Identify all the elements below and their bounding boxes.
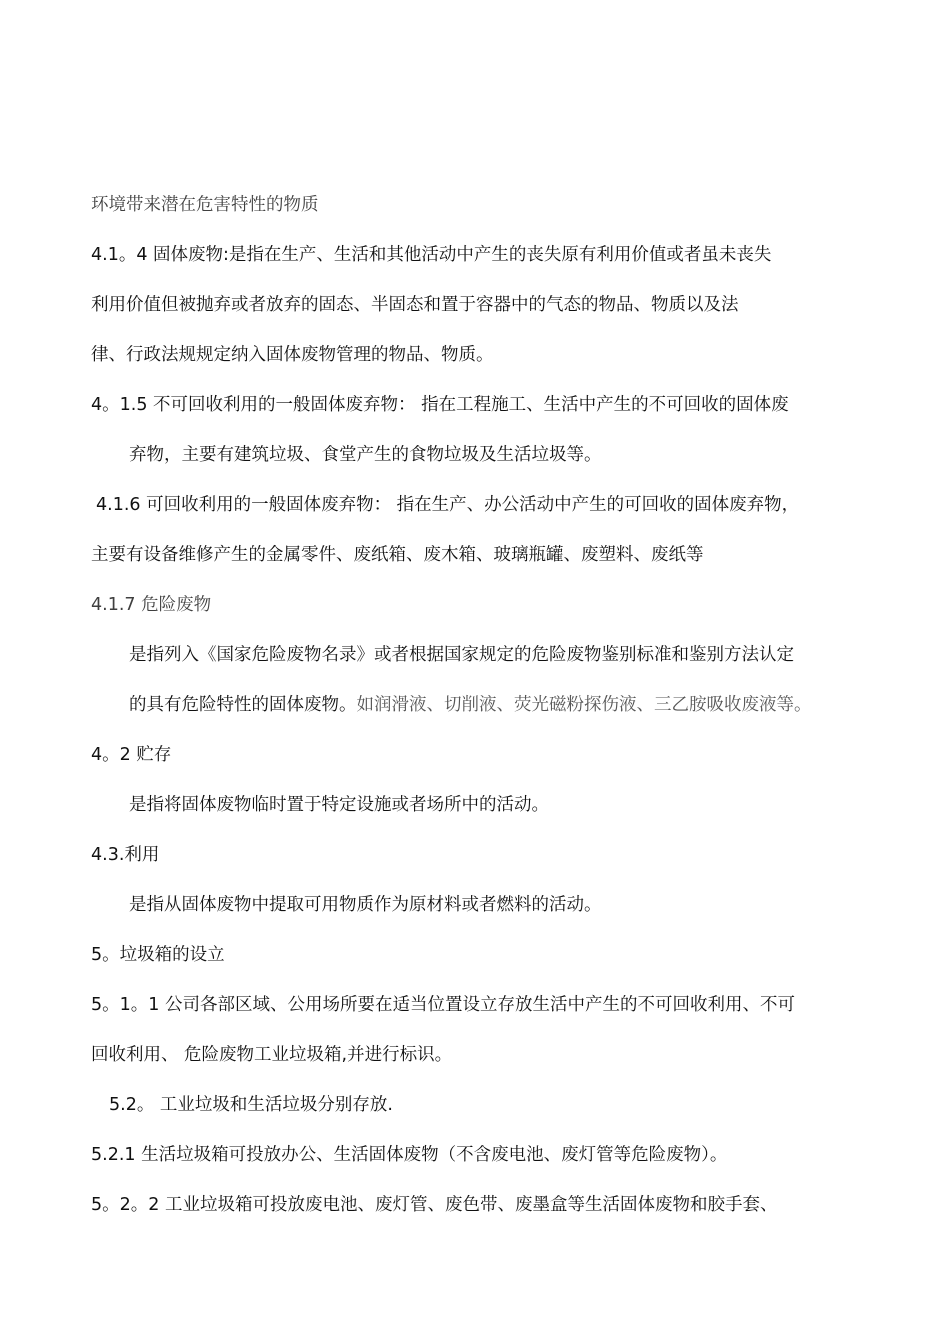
text-line: 主要有设备维修产生的金属零件、废纸箱、废木箱、玻璃瓶罐、废塑料、废纸等 [91, 545, 704, 565]
text-line: 5。2。2 工业垃圾箱可投放废电池、废灯管、废色带、废墨盒等生活固体废物和胶手套、 [91, 1195, 778, 1215]
text-line: 5.2.1 生活垃圾箱可投放办公、生活固体废物（不含废电池、废灯管等危险废物）。 [91, 1145, 728, 1165]
text-line: 弃物，主要有建筑垃圾、食堂产生的食物垃圾及生活垃圾等。 [129, 445, 602, 465]
text-line: 5。垃圾箱的设立 [91, 945, 225, 965]
text-line: 律、行政法规规定纳入固体废物管理的物品、物质。 [91, 345, 494, 365]
text-line: 环境带来潜在危害特性的物质 [91, 195, 319, 215]
text-line: 4。1.5 不可回收利用的一般固体废弃物： 指在工程施工、生活中产生的不可回收的固体废 [91, 395, 789, 415]
text-line: 4.1。4 固体废物:是指在生产、生活和其他活动中产生的丧失原有利用价值或者虽未丧失 [91, 245, 772, 265]
text-line: 利用价值但被抛弃或者放弃的固态、半固态和置于容器中的气态的物品、物质以及法 [91, 295, 739, 315]
text-line: 4。2 贮存 [91, 745, 172, 765]
text-line: 4.3.利用 [91, 845, 160, 865]
text-line [129, 693, 812, 717]
text-line: 是指将固体废物临时置于特定设施或者场所中的活动。 [129, 795, 549, 815]
text-line: 5。1。1 公司各部区域、公用场所要在适当位置设立存放生活中产生的不可回收利用、不可 [91, 995, 795, 1015]
text-segment: 的具有危险特性的固体废物。 [129, 695, 357, 715]
text-line: 是指列入《国家危险废物名录》或者根据国家规定的危险废物鉴别标准和鉴别方法认定 [129, 645, 794, 665]
text-line: 4.1.7 危险废物 [91, 595, 212, 615]
text-segment: 如润滑液、切削液、荧光磁粉探伤液、三乙胺吸收废液等。 [356, 695, 812, 715]
text-line: 是指从固体废物中提取可用物质作为原材料或者燃料的活动。 [129, 895, 602, 915]
text-line: 回收利用、 危险废物工业垃圾箱,并进行标识。 [91, 1045, 453, 1065]
text-line: 5.2。 工业垃圾和生活垃圾分别存放. [109, 1095, 393, 1115]
text-line: 4.1.6 可回收利用的一般固体废弃物： 指在生产、办公活动中产生的可回收的固体废弃物， [96, 495, 800, 515]
